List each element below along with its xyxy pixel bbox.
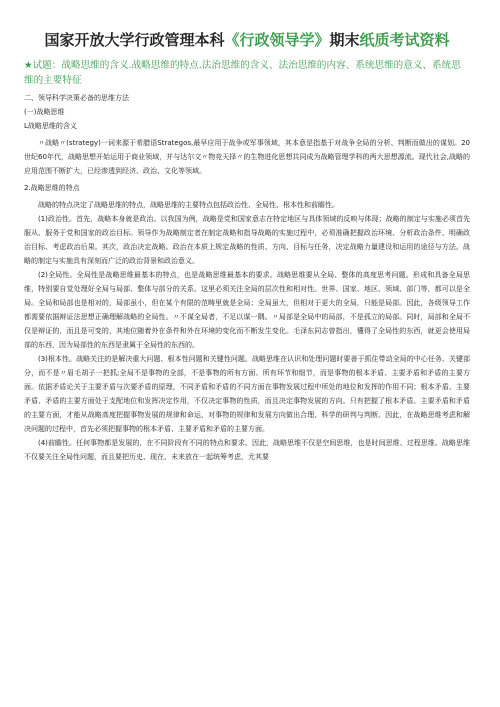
subsection-heading: (一)战略思维 [24,108,65,116]
paragraph-features-intro: 战略的特点决定了战略思维的特点，战略思维的主要特点包括政治性、全局性、根本性和前瞻性。 [38,201,339,209]
topic-heading-features: 2.战略思维的特点 [24,184,80,192]
title-part-course: 《行政领导学》 [224,31,330,49]
subject-line: ★试题：战略思维的含义.战略思维的特点.法治思维的含义、法治思维的内容、系统思维的意义、系统思维的主要特征 [24,60,461,86]
paragraph-strategy-definition: 〃战略〃(strategy)一词来源于希腊语Strategos,最早应用于战争或军事领域，其本意是指基于对战争全局的分析、判断而做出的谋划。20世纪60年代，战略思想开始运用于商业领域，并与达尔文〃物竞天择〃的生物进化思想共同成为战略管理学科的两大思想源流。现代社会,战略的应用范围不断扩大，已经渗透到经济、政治、文化等领域。 [24,139,470,175]
section-heading: 二、领导科学决策必备的思维方法 [24,94,129,102]
paragraph-forward-looking: (4)前瞻性。任何事物都是发展的，在不同阶段有不同的特点和要求。因此，战略思维不仅是空间思维，也是时间思维、过程思维。战略思维不仅要关注全局性问题，而且要把历史、现在、未来放在一起统筹考虑，尤其要 [24,439,470,461]
topic-heading: L战略思维的含义 [24,122,77,130]
document-title [24,30,470,50]
paragraph-overall: (2)全局性。全局性是战略思维最基本的特点，也是战略思维最基本的要求。战略思维要从全局、整体的高度思考问题。形成和具备全局思维，特别要自觉处理好全局与局部、整体与部分的关系。这里必须关注全局的层次性和相对性。世界、国家、地区、领域、部门等，都可以是全局。全局和局部也是相对的，局部虽小，但在某个有限的范畴里就是全局；全局虽大，但相对于更大的全局，只能是局部。因此，各级领导工作都需要依据辩证法思想正确理解战略的全局性。〃不谋全局者，不足以谋一隅。〃局部是全局中的局部，不是孤立的局部。同时，局部和全局不仅是辩证的，而且是可变的，其地位随着外在条件和外在环境的变化而不断发生变化。毛泽东同志曾指出，懂得了全局性的东西，就更会使用局部的东西，因为局部性的东西是隶属于全局性的东西的。 [24,271,470,349]
paragraph-political: (1)政治性。首先，战略本身就是政治。以我国为例，战略是党和国家意志在特定地区与具体领域的反映与体现；战略的制定与实施必须首先服从、服务于党和国家的政治目标。领导作为战略制定者在制定战略和指导战略的实施过程中，必须准确把握政治环境、分析政治条件、明确政治目标、考虑政治后果。其次，政治决定战略。政治在本质上规定战略的性质、方向、目标与任务，决定战略力量建设和运用的途径与方法。战略的制定与实施具有深刻而广泛的政治背景和政治意义。 [24,215,470,265]
title-part-institution: 国家开放大学行政管理本科 [44,31,225,49]
title-part-material: 纸质考试资料 [359,31,450,49]
paragraph-fundamental: (3)根本性。战略关注的是解决重大问题、根本性问题和关键性问题。战略思维在认识和处理问题时要善于抓住带动全局的中心任务、关键部分，而不是〃眉毛胡子一把抓;全局不是事物的全部，不是事物的所有方面、所有环节和细节，而是事物的根本矛盾、主要矛盾和矛盾的主要方面。依据矛盾论关于主要矛盾与次要矛盾的原理，不同矛盾和矛盾的不同方面在事物发展过程中所处的地位和发挥的作用不同；根本矛盾、主要矛盾、矛盾的主要方面处于支配地位和发挥决定作用，不仅决定事物的性质，而且决定事物发展的方向。只有把握了根本矛盾、主要矛盾和矛盾的主要方面，才能从战略高度把握事物发展的规律和命运，对事物的规律和发展方向做出合理、科学的研判与判断。因此，在战略思维考虑和解决问题的过程中，首先必须把握事物的根本矛盾、主要矛盾和矛盾的主要方面。 [24,355,470,433]
title-part-exam: 期末 [329,31,360,49]
